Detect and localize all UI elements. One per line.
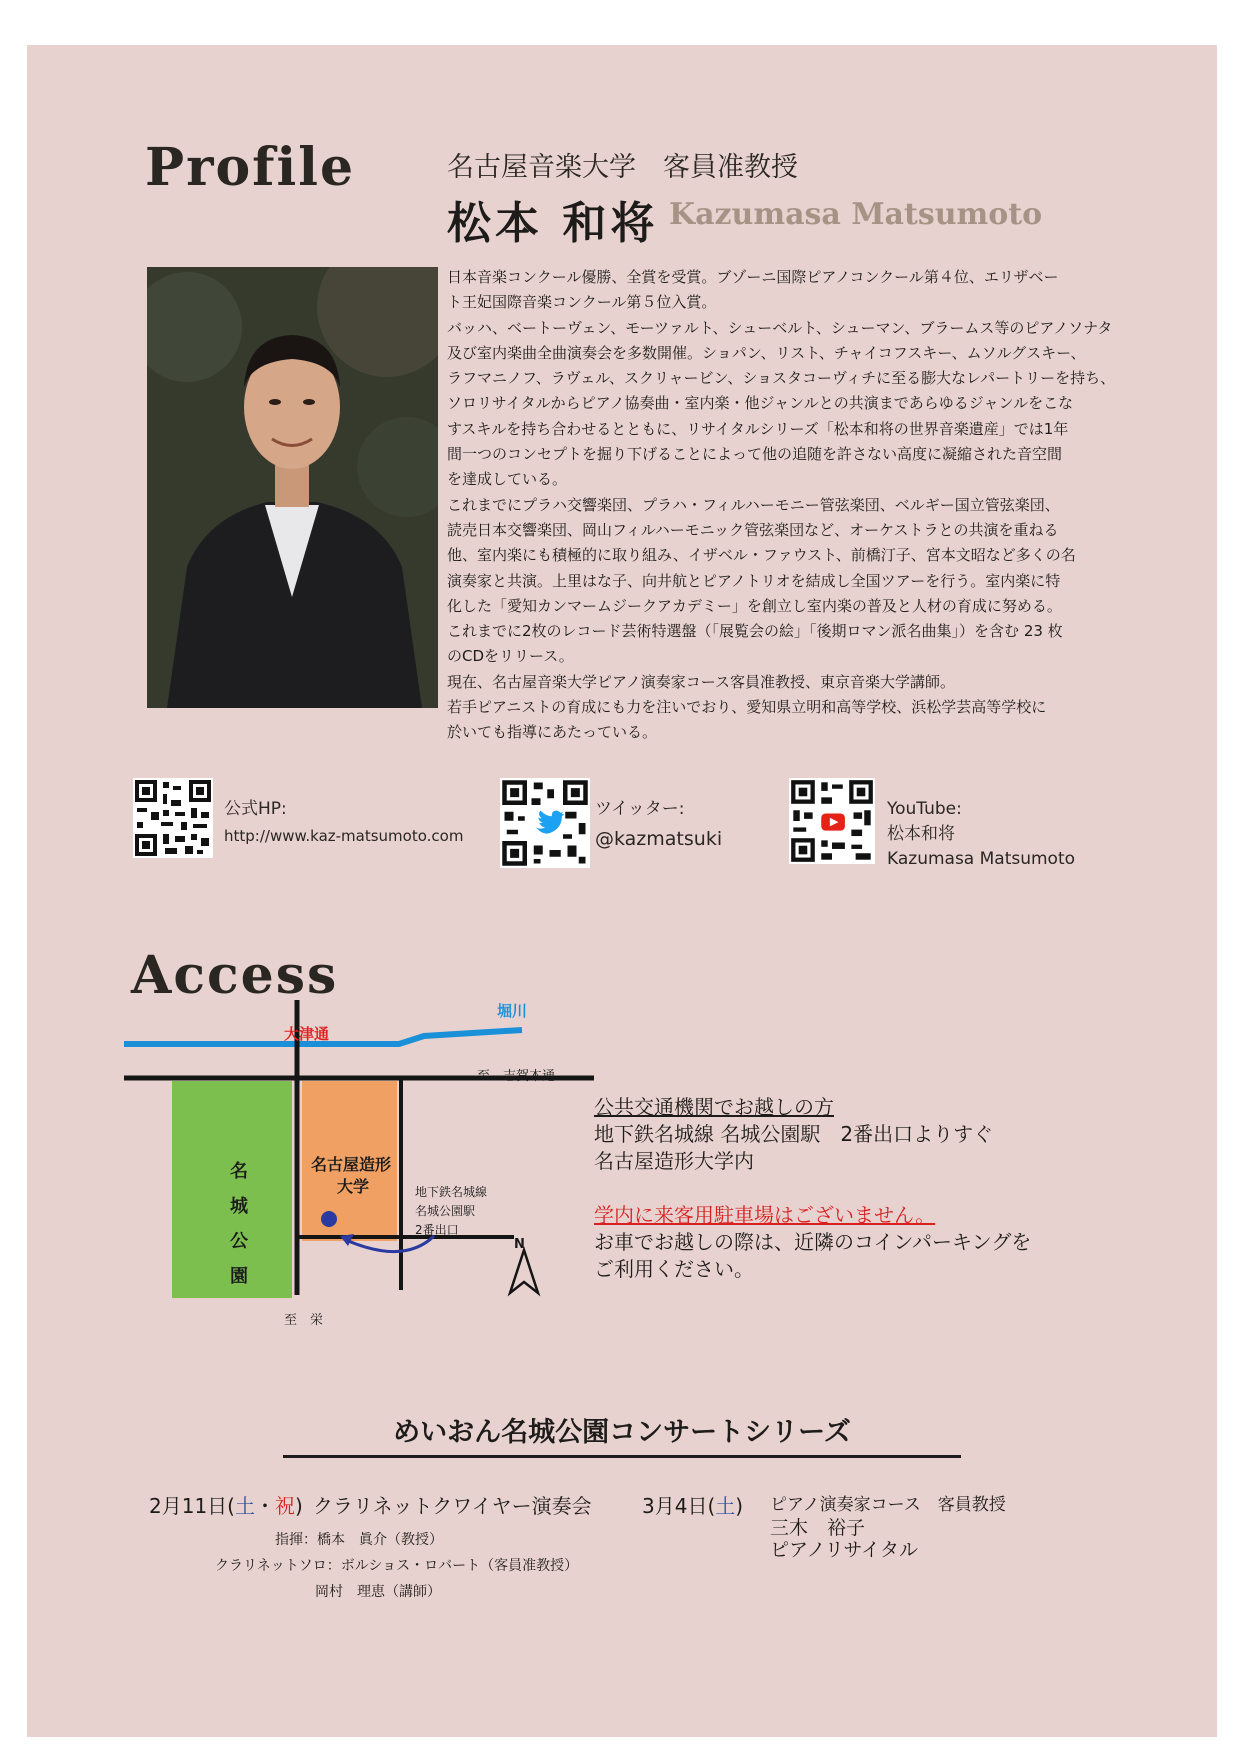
station-marker [321,1211,337,1227]
bio-line: ソロリサイタルからピアノ協奏曲・室内楽・他ジャンルとの共演まであらゆるジャンルをこな [447,394,1074,413]
bio-line: 日本音楽コンクール優勝、全賞を受賞。ブゾーニ国際ピアノコンクール第４位、エリザベー [447,268,1059,286]
map-label-sakae: 至 栄 [284,1313,324,1328]
bio-line: 演奏家と共演。上里はな子、向井航とピアノトリオを結成し全国ツアーを行う。室内楽に特 [447,571,1061,590]
bio-line: のCDをリリース。 [447,647,574,666]
bio-line: 他、室内楽にも積極的に取り組み、イザベル・ファウスト、前橋汀子、宮本文昭など多くの名 [447,546,1076,565]
bio-line: これまでにプラハ交響楽団、プラハ・フィルハーモニー管弦楽団、ベルギー国立管弦楽団、 [447,495,1060,514]
map-label-street: 大津通 [284,1025,330,1043]
series-title: めいおん名城公園コンサートシリーズ [393,1417,851,1448]
parking-line-1: お車でお越しの際は、近隣のコインパーキングを [594,1230,1032,1254]
map-label-canal: 堀川 [497,1002,528,1020]
series-divider [283,1455,961,1458]
name-english: Kazumasa Matsumoto [669,197,1043,232]
event2-date [642,1490,743,1519]
access-heading: Access [131,945,339,1006]
transit-line-2: 名古屋造形大学内 [594,1149,754,1173]
bio-line: すスキルを持ち合わせるとともに、リサイタルシリーズ「松本和将の世界音楽遺産」では1年 [447,419,1069,438]
event1-title: クラリネットクワイヤー演奏会 [313,1494,592,1518]
bio-line: 於いても指導にあたっている。 [447,723,658,742]
parking-line-2: ご利用ください。 [594,1257,754,1281]
event2-position: ピアノ演奏家コース 客員教授 [770,1495,1006,1515]
link-label-youtube: YouTube: [887,799,962,819]
qr-code-icon[interactable] [133,778,213,858]
map-label-park-3: 公 [230,1231,248,1252]
link-label-twitter: ツイッター: [595,799,685,819]
access-map [124,990,594,1300]
map-label-station-3: 2番出口 [415,1223,459,1237]
event1-performer: 岡村 理恵（講師） [315,1584,441,1600]
access-info [594,1094,1031,1283]
event1-date-text: 2月11日( [149,1494,235,1518]
link-label-website: 公式HP: [224,799,287,819]
event1-conductor: 指揮：橋本 眞介（教授） [275,1532,443,1548]
event1-date-sep: ・ [254,1494,275,1518]
event2-performer: 三木 裕子 [770,1517,866,1539]
map-label-park-1: 名 [230,1161,248,1182]
event1-date-close: ) [294,1494,303,1518]
event2-date-close: ) [735,1494,744,1518]
profile-heading: Profile [145,137,356,198]
portrait-photo [147,267,438,708]
bio-line: 現在、名古屋音楽大学ピアノ演奏家コース客員准教授、東京音楽大学講師。 [447,672,956,691]
north-arrow-icon [510,1250,538,1293]
event1-soloist: クラリネットソロ：ボルショス・ロバート（客員准教授） [215,1558,579,1574]
bio-line: 化した「愛知カンマームジークアカデミー」を創立し室内楽の普及と人材の育成に努める。 [447,596,1062,615]
qr-code-youtube-icon[interactable] [789,778,869,858]
event2-date-text: 3月4日( [642,1494,716,1518]
link-youtube-name-en[interactable]: Kazumasa Matsumoto [887,849,1076,869]
map-label-station-2: 名城公園駅 [415,1204,476,1218]
qr-code-twitter-icon[interactable] [500,778,580,858]
portrait-illustration [147,267,438,708]
event2-date-weekday: 土 [715,1494,736,1518]
bio-line: 読売日本交響楽団、岡山フィルハーモニック管弦楽団など、オーケストラとの共演を重ねる [447,520,1059,539]
bio-line: を達成している。 [447,470,568,489]
bio-line: ラフマニノフ、ラヴェル、スクリャービン、ショスタコーヴィチに至る膨大なレパートリーを持ち、 [447,369,1116,388]
map-label-shiga: 至 志賀本通 [477,1069,556,1084]
bio-line: これまでに2枚のレコード芸術特選盤（「展覧会の絵」「後期ロマン派名曲集」）を含む 23 枚 [447,622,1063,641]
biography [447,265,1127,746]
link-twitter[interactable]: @kazmatsuki [595,828,723,850]
transit-heading: 公共交通機関でお越しの方 [594,1095,834,1119]
parking-warning: 学内に来客用駐車場はございません。 [594,1203,936,1227]
map-label-university: 名古屋造形 [311,1155,392,1174]
flyer-page [27,45,1217,1737]
transit-line-1: 地下鉄名城線 名城公園駅 2番出口よりすぐ [594,1122,994,1146]
bio-line: 及び室内楽曲全曲演奏会を多数開催。ショパン、リスト、チャイコフスキー、ムソルグスキー、 [447,343,1086,362]
event2-title: ピアノリサイタル [770,1539,919,1561]
event1-date [149,1490,303,1519]
map-label-university-2: 大学 [337,1177,370,1196]
name-japanese: 松本 和将 [447,198,659,249]
affiliation: 名古屋音楽大学 客員准教授 [447,152,798,183]
bio-line: 若手ピアニストの育成にも力を注いでおり、愛知県立明和高等学校、浜松学芸高等学校に [447,698,1047,717]
event1-date-weekday: 土 [234,1494,255,1518]
map-label-park-2: 城 [230,1196,248,1217]
map-label-park-4: 園 [230,1266,248,1287]
link-youtube-name[interactable]: 松本和将 [887,824,955,844]
bio-line: バッハ、ベートーヴェン、モーツァルト、シューベルト、シューマン、ブラームス等のピアノソナタ [447,318,1113,337]
bio-line: ト王妃国際音楽コンクール第５位入賞。 [447,293,717,312]
map-label-station-1: 地下鉄名城線 [415,1185,488,1199]
link-website[interactable]: http://www.kaz-matsumoto.com [224,827,464,845]
event1-date-holiday: 祝 [274,1494,295,1518]
bio-line: 間一つのコンセプトを掘り下げることによって他の追随を許さない高度に凝縮された音空間 [447,445,1063,464]
map-label-north: N [514,1237,525,1252]
